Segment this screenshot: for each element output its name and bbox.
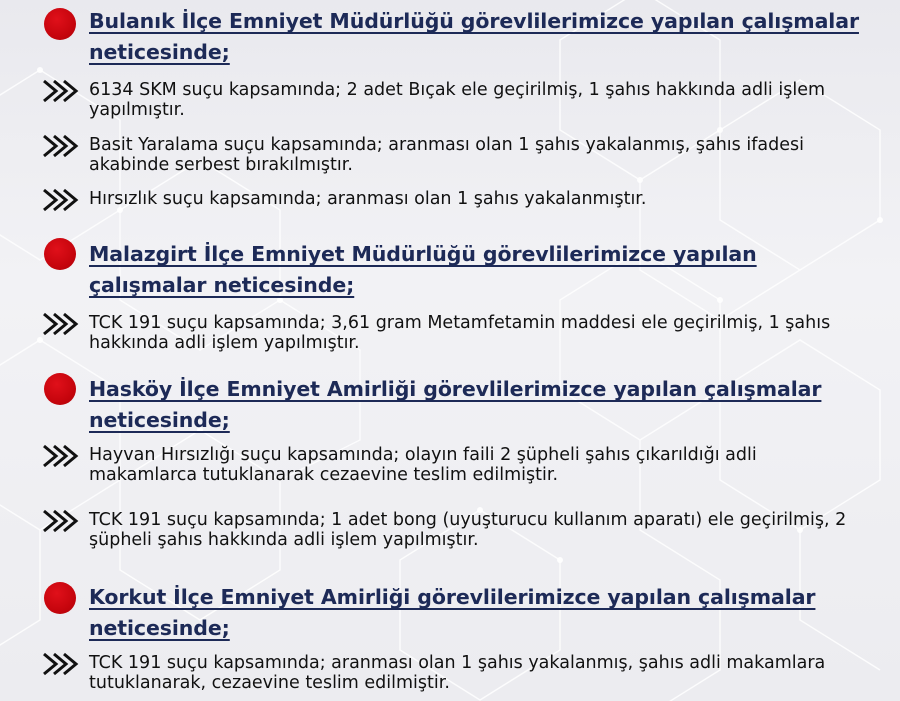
double-chevron-icon	[42, 508, 80, 534]
double-chevron-icon	[42, 651, 80, 677]
section-heading: Bulanık İlçe Emniyet Müdürlüğü görevlilerimizce yapılan çalışmalar neticesinde;	[89, 9, 859, 64]
item-text: TCK 191 suçu kapsamında; 3,61 gram Metamfetamin maddesi ele geçirilmiş, 1 şahıs hakkında adli işlem yapılmıştır.	[89, 313, 831, 353]
double-chevron-icon	[42, 133, 80, 159]
item-text: 6134 SKM suçu kapsamında; 2 adet Bıçak ele geçirilmiş, 1 şahıs hakkında adli işlem yapılmıştır.	[89, 80, 826, 120]
item-text: TCK 191 suçu kapsamında; 1 adet bong (uyuşturucu kullanım aparatı) ele geçirilmiş, 2 şüpheli şahıs hakkında adli işlem yapılmıştır.	[89, 510, 847, 550]
item-text: Basit Yaralama suçu kapsamında; aranması olan 1 şahıs yakalanmış, şahıs ifadesi akabinde serbest bırakılmıştır.	[89, 135, 804, 175]
section-heading: Malazgirt İlçe Emniyet Müdürlüğü görevlilerimizce yapılan çalışmalar neticesinde;	[89, 242, 757, 297]
red-bullet-dot	[44, 582, 76, 614]
double-chevron-icon	[42, 78, 80, 104]
item-text: Hayvan Hırsızlığı suçu kapsamında; olayın faili 2 şüpheli şahıs çıkarıldığı adli makamlarca tutuklanarak cezaevine teslim edilmiştir.	[89, 445, 757, 485]
double-chevron-icon	[42, 311, 80, 337]
section-heading: Hasköy İlçe Emniyet Amirliği görevlilerimizce yapılan çalışmalar neticesinde;	[89, 377, 822, 432]
item-text: Hırsızlık suçu kapsamında; aranması olan 1 şahıs yakalanmıştır.	[89, 189, 647, 209]
red-bullet-dot	[44, 8, 76, 40]
double-chevron-icon	[42, 187, 80, 213]
double-chevron-icon	[42, 443, 80, 469]
item-text: TCK 191 suçu kapsamında; aranması olan 1 şahıs yakalanmış, şahıs adli makamlara tutuklanarak, cezaevine teslim edilmiştir.	[89, 653, 826, 693]
section-heading: Korkut İlçe Emniyet Amirliği görevlilerimizce yapılan çalışmalar neticesinde;	[89, 585, 816, 640]
red-bullet-dot	[44, 373, 76, 405]
red-bullet-dot	[44, 238, 76, 270]
